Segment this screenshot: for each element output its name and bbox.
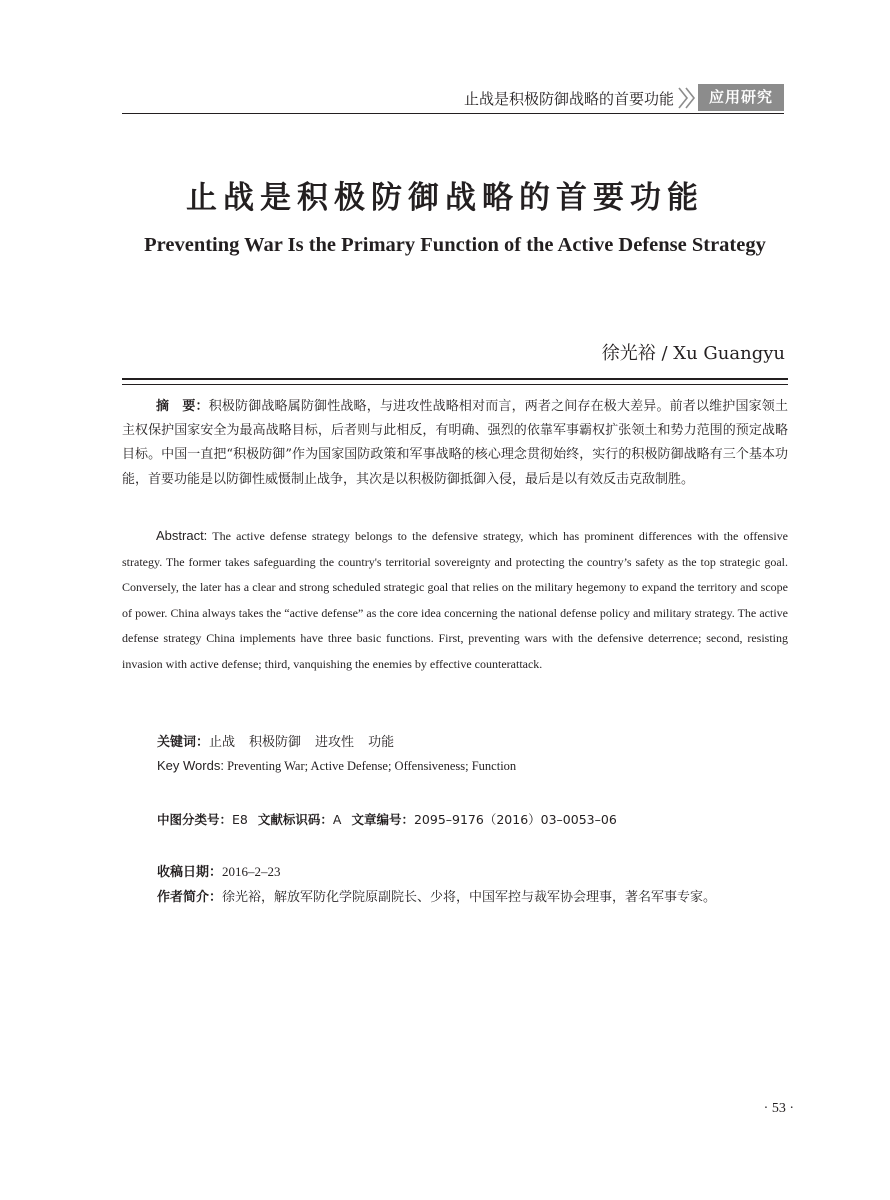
abstract-chinese-label: 摘 要：: [156, 399, 209, 414]
author-bio: [157, 886, 716, 905]
received-date-value: 2016–2–23: [222, 864, 281, 879]
title-english: Preventing War Is the Primary Function of the Active Defense Strategy: [144, 234, 766, 256]
keywords-chinese: [157, 731, 408, 750]
keywords-english-text: Preventing War; Active Defense; Offensiveness; Function: [227, 759, 517, 773]
abstract-chinese-text: 积极防御战略属防御性战略，与进攻性战略相对而言，两者之间存在极大差异。前者以维护国家领土主权保护国家安全为最高战略目标，后者则与此相反，有明确、强烈的依靠军事霸权扩张领土和势力范围的预定战略目标。中国一直把“积极防御”作为国家国防政策和军事战略的核心理念贯彻始终，实行的积极防御战略有三个基本功能，首要功能是以防御性威慑制止战争，其次是以积极防御抵御入侵，最后是以有效反击克敌制胜。: [122, 399, 788, 487]
received-date: [157, 861, 281, 880]
keywords-english-label: Key Words:: [157, 758, 224, 773]
section-tag: 应用研究: [698, 84, 784, 111]
page-number: · 53 ·: [763, 1101, 794, 1116]
keywords-chinese-label: 关键词：: [157, 735, 210, 750]
running-header: [122, 84, 784, 112]
keyword-item: 积极防御: [249, 735, 302, 750]
running-title: 止战是积极防御战略的首要功能: [463, 90, 674, 108]
title-chinese: 止战是积极防御战略的首要功能: [186, 180, 704, 216]
received-date-label: 收稿日期：: [157, 865, 223, 880]
classification-line: [157, 810, 617, 828]
doc-code-value: A: [332, 812, 342, 827]
doc-code-label: 文献标识码：: [257, 812, 333, 827]
double-chevron-icon: [676, 86, 698, 110]
divider-thick: [122, 378, 788, 380]
keyword-item: 止战: [209, 735, 236, 750]
clc-label: 中图分类号：: [157, 812, 233, 827]
clc-value: E8: [232, 812, 248, 827]
author-bio-value: 徐光裕，解放军防化学院原副院长、少将，中国军控与裁军协会理事，著名军事专家。: [222, 890, 717, 905]
keyword-item: 进攻性: [315, 735, 355, 750]
author-byline: 徐光裕 / Xu Guangyu: [601, 343, 785, 364]
abstract-english-text: The active defense strategy belongs to the defensive strategy, which has prominent differences with the offensive strategy. The former takes safeguarding the country's territorial sovereignty and protecting the country’s safety as the top strategic goal. Conversely, the later has a clear and strong scheduled strategic goal that relies on the military hegemony to expand the territory and scope of power. China always takes the “active defense” as the core idea concerning the national defense policy and military strategy. The active defense strategy China implements have three basic functions. First, preventing wars with the defensive deterrence; second, resisting invasion with active defense; third, vanquishing the enemies by effective counterattack.: [122, 529, 788, 671]
keywords-english: [157, 758, 516, 774]
author-bio-label: 作者简介：: [157, 890, 223, 905]
keyword-item: 功能: [368, 735, 395, 750]
abstract-chinese: [122, 395, 788, 492]
article-number-value: 2095–9176（2016）03–0053–06: [413, 812, 617, 827]
header-rule: [122, 113, 784, 114]
article-number-label: 文章编号：: [351, 812, 414, 827]
divider-thin: [122, 384, 788, 385]
abstract-english: [122, 523, 788, 677]
abstract-english-label: Abstract:: [156, 528, 208, 543]
